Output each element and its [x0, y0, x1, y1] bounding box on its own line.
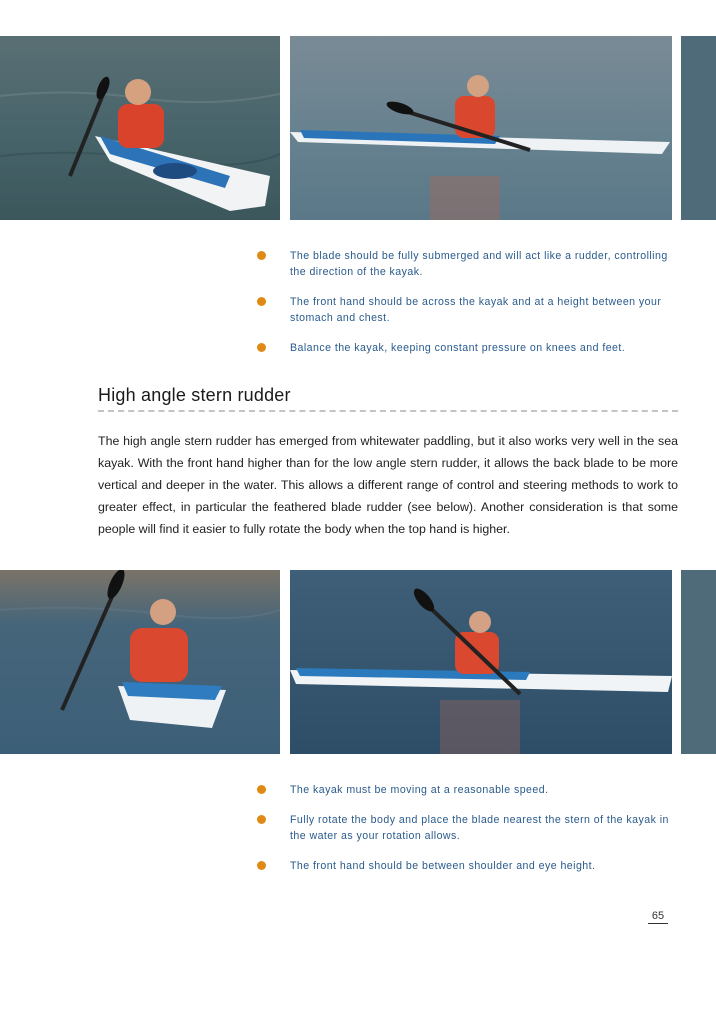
- bullet-text: The blade should be fully submerged and will act like a rudder, controlling the direction of the kayak.: [290, 250, 668, 278]
- photo-paddler-side-view-bottom: [290, 570, 672, 754]
- photo-paddler-front-view-bottom: [0, 570, 280, 754]
- bullet-dot: [257, 251, 266, 260]
- list-item: [256, 340, 686, 356]
- bullet-dot: [257, 297, 266, 306]
- list-item: [256, 294, 686, 326]
- top-bullet-list: [256, 248, 686, 370]
- list-item: [256, 812, 686, 844]
- page-number: 65: [648, 910, 668, 924]
- bullet-text: The front hand should be across the kayak and at a height between your stomach and chest.: [290, 296, 662, 324]
- list-item: [256, 782, 686, 798]
- heading-dashed-rule: [98, 410, 678, 412]
- bullet-dot: [257, 815, 266, 824]
- side-tab-bottom: [681, 570, 716, 754]
- bullet-text: Fully rotate the body and place the blade nearest the stern of the kayak in the water as your rotation allows.: [290, 814, 669, 842]
- bottom-bullet-list: [256, 782, 686, 888]
- bullet-dot: [257, 785, 266, 794]
- photo-paddler-side-view-top: [290, 36, 672, 220]
- bullet-text: Balance the kayak, keeping constant pressure on knees and feet.: [290, 342, 626, 354]
- section-heading: High angle stern rudder: [98, 385, 291, 405]
- section-body-paragraph: The high angle stern rudder has emerged from whitewater paddling, but it also works very well in the sea kayak. With the front hand higher than for the low angle stern rudder, it allows the back blade to be more vertical and deeper in the water. This allows a different range of control and steering methods to work to greater effect, in particular the feathered blade rudder (see below). Another consideration is that some people will find it easier to fully rotate the body when the top hand is higher.: [98, 434, 678, 536]
- photo-paddler-front-view-top: [0, 36, 280, 220]
- list-item: [256, 858, 686, 874]
- side-tab-top: [681, 36, 716, 220]
- bullet-text: The front hand should be between shoulder and eye height.: [290, 860, 596, 872]
- bullet-dot: [257, 861, 266, 870]
- list-item: [256, 248, 686, 280]
- bullet-text: The kayak must be moving at a reasonable speed.: [290, 784, 549, 796]
- bullet-dot: [257, 343, 266, 352]
